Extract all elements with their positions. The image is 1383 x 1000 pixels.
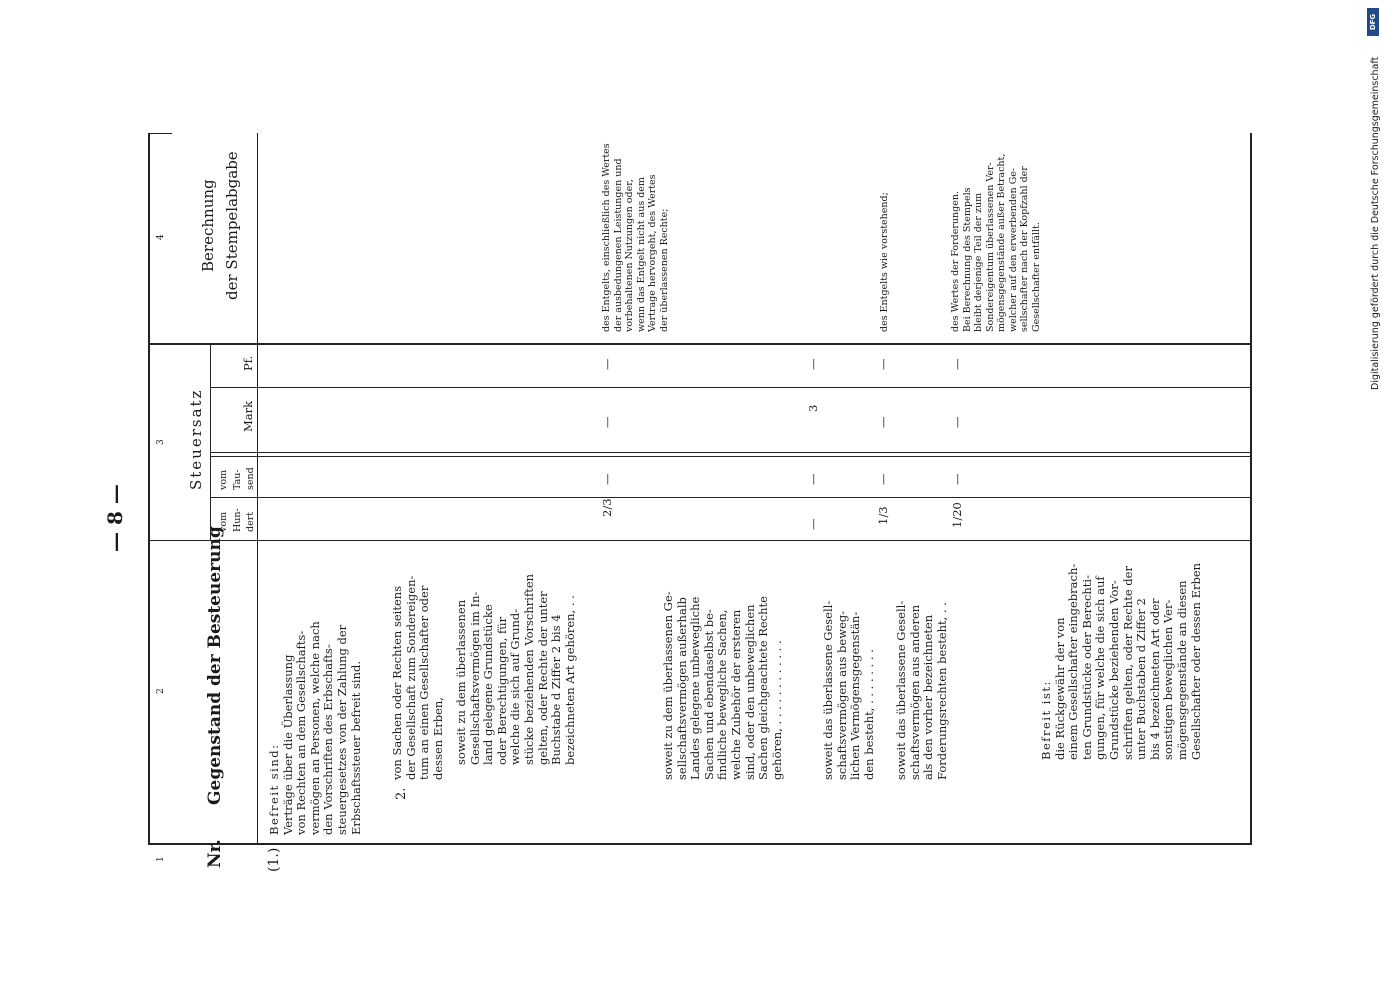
text-line: mögensgegenstände an diesen xyxy=(1174,580,1189,760)
text-line: findliche bewegliche Sachen, xyxy=(715,609,730,780)
col-rule-1 xyxy=(148,843,1252,845)
column-number-1: 1 xyxy=(156,856,166,862)
text-line: des Entgelts wie vorstehend; xyxy=(879,192,890,332)
text-line: sellschafter nach der Kopfzahl der xyxy=(1019,166,1030,332)
text-line: der überlassenen Rechte; xyxy=(658,208,670,332)
text-line: schriften gelten, oder Rechte der xyxy=(1120,566,1135,760)
column-number-3: 3 xyxy=(156,439,166,445)
col-rule-2 xyxy=(148,540,1252,541)
rate-tausend-2: — xyxy=(806,473,820,485)
rate-mark-3: — xyxy=(876,416,890,428)
text-line: mögensgegenstände außer Betracht, xyxy=(996,153,1007,332)
text-line: Bei Berechnung des Stempels xyxy=(961,187,973,332)
table-top-border xyxy=(148,133,150,845)
rate-hundert-4: 1/20 xyxy=(950,502,964,528)
text-line: des Entgelts, einschließlich des Wertes xyxy=(601,143,612,332)
text-line: sonstigen beweglichen Ver- xyxy=(1161,599,1176,760)
text-line: sind, oder den unbeweglichen xyxy=(742,604,757,780)
header-berechnung xyxy=(196,151,244,300)
table-bottom-border xyxy=(1250,133,1252,845)
page-number: — 8 — xyxy=(103,484,127,552)
text-line: Sondereigentum überlassenen Ver- xyxy=(984,162,996,332)
text-line: Gesellschaftsvermögen im In- xyxy=(467,591,482,765)
digitization-credit: Digitalisierung gefördert durch die Deutsche Forschungsgemeinschaft xyxy=(1370,56,1381,390)
header-nr: Nr. xyxy=(205,839,225,868)
gegenstand-block-c xyxy=(455,574,577,765)
header-berechnung-line: der Stempelabgabe xyxy=(223,151,241,300)
text-line: schaftsvermögen aus beweg- xyxy=(834,610,849,780)
gegenstand-block-a xyxy=(268,621,363,835)
text-line: Gesellschafter entfällt. xyxy=(1030,222,1042,332)
text-line: als den vorher bezeichneten xyxy=(921,614,936,780)
text-line: die Rückgewähr der von xyxy=(1052,617,1067,760)
text-line: Forderungsrechten besteht, . . xyxy=(934,602,949,780)
header-vom-hundert xyxy=(217,508,258,532)
text-line: von Sachen oder Rechten seitens xyxy=(390,585,404,780)
column-number-4: 4 xyxy=(156,234,166,240)
header-vom-tausend-line: Tau- xyxy=(231,469,243,490)
text-line: vermögen an Personen, welche nach xyxy=(307,621,322,835)
text-line: einem Gesellschafter eingebrach- xyxy=(1066,563,1081,760)
berechnung-block-3 xyxy=(950,154,1042,332)
text-line: unter Buchstaben d Ziffer 2 xyxy=(1134,598,1149,760)
text-line: Sachen gleichgeachtete Rechte xyxy=(756,596,771,780)
text-line: gehören, . . . . . . . . . . . . xyxy=(769,640,784,780)
steuersatz-subrule xyxy=(210,345,211,541)
text-line: soweit das überlassene Gesell- xyxy=(894,600,908,780)
berechnung-block-2 xyxy=(879,192,891,332)
tausend-rule-b xyxy=(210,456,1252,457)
mark-rule xyxy=(210,387,1252,388)
text-line: Verträge über die Überlassung xyxy=(280,654,295,835)
rate-hundert-2: — xyxy=(806,518,820,530)
text-line: Grundstücke beziehenden Vor- xyxy=(1106,580,1121,760)
rate-hundert-1: 2/3 xyxy=(600,498,614,517)
text-line: den Vorschriften des Erbschafts- xyxy=(321,644,336,835)
header-vom-tausend-line: send xyxy=(245,467,257,490)
colnum-rule xyxy=(148,133,172,134)
hundert-rule xyxy=(210,497,1252,498)
dfg-logo xyxy=(1367,8,1379,36)
text-line: tum an einen Gesellschafter oder xyxy=(417,585,432,780)
row-number: (1.) xyxy=(266,847,282,872)
text-line: Sachen und ebendaselbst be- xyxy=(701,609,716,780)
text-line: soweit zu dem überlassenen Ge- xyxy=(661,591,675,780)
rate-pf-4: — xyxy=(950,358,964,370)
dfg-logo-text: DFG xyxy=(1369,13,1377,31)
rate-tausend-3: — xyxy=(876,473,890,485)
header-pf: Pf. xyxy=(241,355,255,371)
text-line: Befreit ist: xyxy=(1039,680,1053,760)
text-line: den besteht, . . . . . . . . xyxy=(861,649,876,780)
header-gegenstand: Gegenstand der Besteuerung xyxy=(205,526,225,805)
text-line: gungen, für welche die sich auf xyxy=(1093,576,1108,760)
text-line: dessen Erben, xyxy=(430,697,445,780)
text-line: Landes gelegene unbewegliche xyxy=(688,596,703,780)
gegenstand-block-d xyxy=(662,591,784,780)
header-vom-tausend xyxy=(217,467,258,490)
text-line: welche die sich auf Grund- xyxy=(508,608,523,765)
text-line: des Wertes der Forderungen. xyxy=(950,190,961,332)
text-line: land gelegene Grundstücke xyxy=(481,604,496,765)
berechnung-block-1 xyxy=(601,143,670,332)
header-vom-tausend-line: vom xyxy=(218,469,229,490)
rate-pf-3: — xyxy=(876,358,890,370)
gegenstand-block-b xyxy=(391,576,445,780)
text-line: stücke beziehenden Vorschriften xyxy=(521,573,536,765)
gegenstand-block-g xyxy=(1040,563,1203,760)
rate-mark-2: 3 xyxy=(806,404,820,412)
header-vom-hundert-line: Hun- xyxy=(231,508,243,532)
rate-mark-4: — xyxy=(950,416,964,428)
rate-tausend-1: — xyxy=(600,473,614,485)
text-line: oder Berechtigungen, für xyxy=(494,616,509,765)
gegenstand-block-f xyxy=(895,601,949,780)
text-line: Befreit sind: xyxy=(267,743,281,835)
text-line: soweit das überlassene Gesell- xyxy=(821,600,835,780)
header-steuersatz: Steuersatz xyxy=(187,388,205,490)
text-line: Vertrage hervorgeht, des Wertes xyxy=(647,174,658,332)
text-line: welcher auf den erwerbenden Ge- xyxy=(1007,167,1019,332)
text-line: der ausbedungenen Leistungen und xyxy=(612,158,624,332)
text-line: sellschaftsvermögen außerhalb xyxy=(674,597,689,780)
text-line: ten Grundstücke oder Berechti- xyxy=(1079,575,1094,760)
rate-pf-1: — xyxy=(600,358,614,370)
text-line: wenn das Entgelt nicht aus dem xyxy=(635,177,647,332)
text-line: welche Zubehör der ersteren xyxy=(728,609,743,780)
text-line: Buchstabe d Ziffer 2 bis 4 xyxy=(549,614,564,765)
tausend-rule-a xyxy=(210,452,1252,453)
column-number-2: 2 xyxy=(156,688,166,694)
text-line: bleibt derjenige Teil der zum xyxy=(973,192,984,332)
text-line: Gesellschafter oder dessen Erben xyxy=(1188,562,1203,760)
rate-pf-2: — xyxy=(806,358,820,370)
text-line: lichen Vermögensgegenstän- xyxy=(848,611,863,780)
rate-hundert-3: 1/3 xyxy=(876,506,890,525)
text-line: bezeichneten Art gehören, . . xyxy=(562,595,577,765)
text-line: gelten, oder Rechte der unter xyxy=(535,591,550,765)
text-line: soweit zu dem überlassenen xyxy=(454,599,468,765)
header-berechnung-line: Berechnung xyxy=(199,179,217,272)
header-vom-hundert-line: vom xyxy=(218,511,229,532)
rate-tausend-4: — xyxy=(950,473,964,485)
col-rule-3 xyxy=(148,343,1252,345)
gegenstand-block-e xyxy=(822,601,876,780)
text-line: steuergesetzes von der Zahlung der xyxy=(334,624,349,835)
header-mark: Mark xyxy=(241,400,255,432)
text-line: vorbehaltenen Nutzungen oder, xyxy=(624,179,635,332)
text-line: von Rechten an dem Gesellschafts- xyxy=(294,630,309,835)
text-line: Erbschaftssteuer befreit sind. xyxy=(348,660,363,835)
text-line: schaftsvermögen aus anderen xyxy=(907,604,922,780)
header-vom-hundert-line: dert xyxy=(245,511,257,532)
text-line: der Gesellschaft zum Sondereigen- xyxy=(403,575,418,780)
rate-mark-1: — xyxy=(600,416,614,428)
text-line: bis 4 bezeichneten Art oder xyxy=(1147,598,1162,760)
item-marker-2: 2. xyxy=(394,787,409,800)
